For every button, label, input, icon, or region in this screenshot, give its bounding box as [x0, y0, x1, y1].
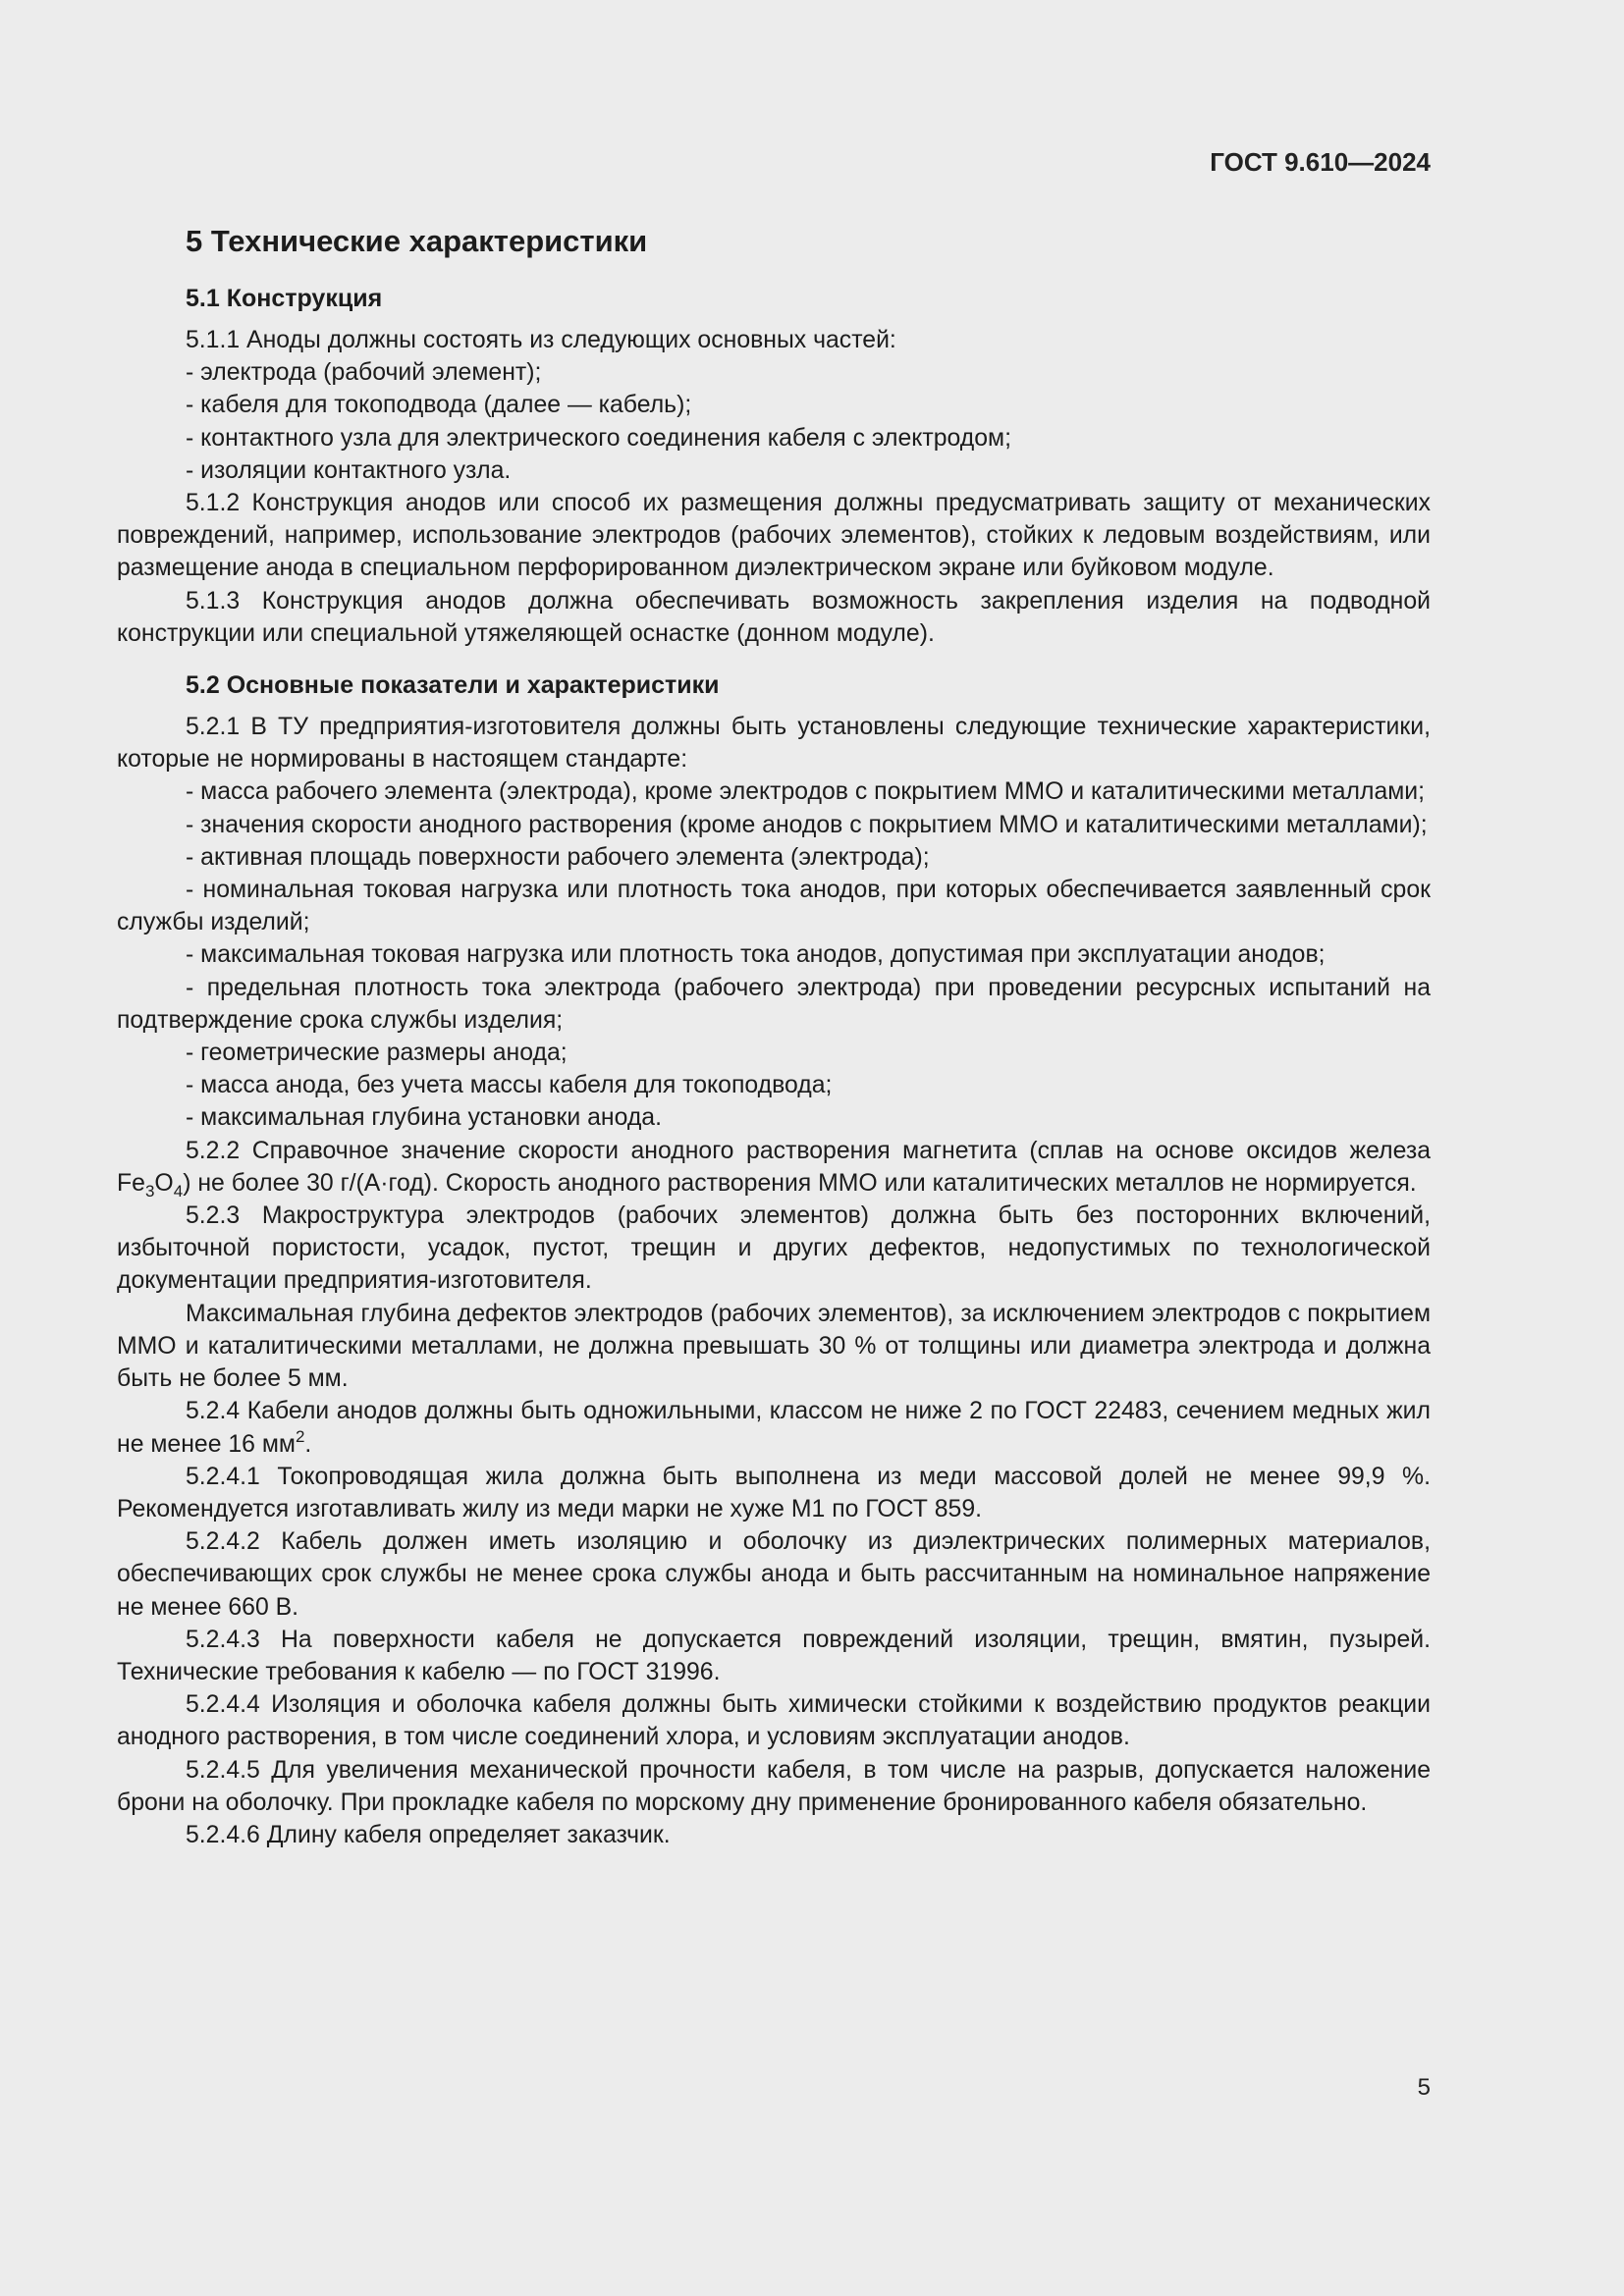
- list-item: - предельная плотность тока электрода (рабочего электрода) при проведении ресурсных испытаний на подтверждение срока службы изделия;: [117, 974, 1431, 1034]
- paragraph-5-2-3: 5.2.3 Макроструктура электродов (рабочих элементов) должна быть без посторонних включений, избыточной пористости, усадок, пустот, трещин и других дефектов, недопустимых по технологической документации предприятия-изготовителя.: [117, 1202, 1431, 1295]
- section-title: 5 Технические характеристики: [186, 224, 648, 258]
- list-item: - изоляции контактного узла.: [186, 456, 512, 484]
- document-body: [117, 222, 1431, 1851]
- page-number: 5: [1417, 2074, 1431, 2101]
- subsection-title-5-2: 5.2 Основные показатели и характеристики: [186, 671, 720, 700]
- list-item: - кабеля для токоподвода (далее — кабель);: [186, 392, 692, 419]
- list-item: - максимальная глубина установки анода.: [186, 1104, 662, 1132]
- list-item: - максимальная токовая нагрузка или плотность тока анодов, допустимая при эксплуатации анодов;: [186, 941, 1326, 969]
- paragraph-5-2-4-1: 5.2.4.1 Токопроводящая жила должна быть выполнена из меди массовой долей не менее 99,9 %. Рекомендуется изготавливать жилу из меди марки не хуже М1 по ГОСТ 859.: [117, 1463, 1431, 1522]
- paragraph-5-2-4-5: 5.2.4.5 Для увеличения механической прочности кабеля, в том числе на разрыв, допускается наложение брони на оболочку. При прокладке кабеля по морскому дну применение бронированного кабеля обязательно.: [117, 1756, 1431, 1816]
- paragraph-5-2-4-4: 5.2.4.4 Изоляция и оболочка кабеля должны быть химически стойкими к воздействию продуктов реакции анодного растворения, в том числе соединений хлора, и условиям эксплуатации анодов.: [117, 1691, 1431, 1751]
- list-item: - значения скорости анодного растворения (кроме анодов с покрытием ММО и каталитическими металлами);: [186, 811, 1428, 838]
- paragraph-5-2-4-6: 5.2.4.6 Длину кабеля определяет заказчик.: [186, 1821, 671, 1848]
- paragraph-5-2-4-3: 5.2.4.3 На поверхности кабеля не допускается повреждений изоляции, трещин, вмятин, пузырей. Технические требования к кабелю — по ГОСТ 31996.: [117, 1626, 1431, 1685]
- list-item: - масса анода, без учета массы кабеля для токоподвода;: [186, 1072, 833, 1099]
- subsection-title-5-1: 5.1 Конструкция: [186, 285, 383, 312]
- list-item: - контактного узла для электрического соединения кабеля с электродом;: [186, 424, 1011, 452]
- paragraph-5-1-2: 5.1.2 Конструкция анодов или способ их размещения должны предусматривать защиту от механических повреждений, например, использование электродов (рабочих элементов), стойких к ледовым воздействиям, или размещение анода в специальном перфорированном диэлектрическом экране или буйковом модуле.: [117, 490, 1431, 582]
- list-item: - масса рабочего элемента (электрода), кроме электродов с покрытием ММО и каталитическими металлами;: [186, 778, 1426, 806]
- list-item: - электрода (рабочий элемент);: [186, 359, 542, 387]
- list-item: - номинальная токовая нагрузка или плотность тока анодов, при которых обеспечивается заявленный срок службы изделий;: [117, 877, 1431, 936]
- paragraph-5-2-4: 5.2.4 Кабели анодов должны быть одножильными, классом не ниже 2 по ГОСТ 22483, сечением медных жил не менее 16 $мм^2$.: [117, 1398, 1431, 1458]
- paragraph-5-1-3: 5.1.3 Конструкция анодов должна обеспечивать возможность закрепления изделия на подводной конструкции или специальной утяжеляющей оснастке (донном модуле).: [117, 587, 1431, 647]
- paragraph-5-1-1: 5.1.1 Аноды должны состоять из следующих основных частей:: [186, 327, 896, 353]
- paragraph-5-2-3-defects: Максимальная глубина дефектов электродов (рабочих элементов), за исключением электродов с покрытием ММО и каталитическими металлами, не должна превышать 30 % от толщины или диаметра электрода и должна быть не более 5 мм.: [117, 1300, 1431, 1393]
- paragraph-5-2-2: 5.2.2 Справочное значение скорости анодного растворения магнетита (сплав на основе оксидов железа $Fe_3O_4$) не более 30 г/(А·год). Скорость анодного растворения ММО или каталитических металлов не нормируется.: [117, 1137, 1431, 1201]
- document-header: ГОСТ 9.610—2024: [1210, 147, 1431, 177]
- list-item: - геометрические размеры анода;: [186, 1040, 568, 1067]
- paragraph-5-2-4-2: 5.2.4.2 Кабель должен иметь изоляцию и оболочку из диэлектрических полимерных материалов, обеспечивающих срок службы не менее срока службы анода и быть рассчитанным на номинальное напряжение не менее 660 В.: [117, 1528, 1431, 1621]
- paragraph-5-2-1: 5.2.1 В ТУ предприятия-изготовителя должны быть установлены следующие технические характеристики, которые не нормированы в настоящем стандарте:: [117, 714, 1431, 774]
- list-item: - активная площадь поверхности рабочего элемента (электрода);: [186, 843, 930, 871]
